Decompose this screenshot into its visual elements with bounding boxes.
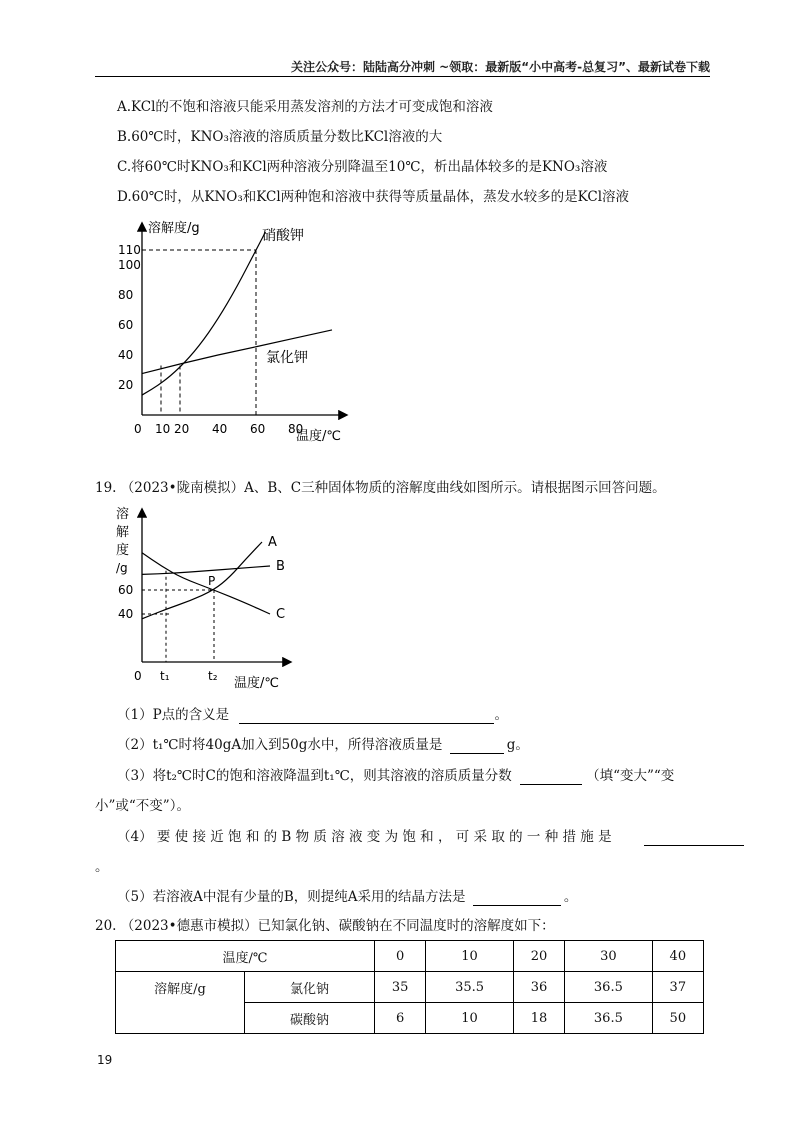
x-tick-label: 40 [212, 422, 228, 436]
y-tick-label: 80 [118, 288, 134, 302]
x-tick-label: 60 [250, 422, 266, 436]
table-row [116, 941, 704, 972]
table-header-cell: 10 [426, 941, 514, 972]
y-tick-label: 20 [118, 378, 134, 392]
answer-blank-2[interactable] [450, 739, 504, 754]
x-axis-label: 温度/℃ [234, 676, 279, 691]
table-header-cell: 40 [652, 941, 703, 972]
table-cell: 18 [513, 1003, 564, 1034]
option-b: B.60℃时，KNO₃溶液的溶质质量分数比KCl溶液的大 [117, 129, 443, 145]
y-label-char-1: 溶 [116, 507, 130, 522]
part-1-end: 。 [494, 707, 508, 723]
x-tick-label: t₁ [160, 669, 170, 683]
kcl-label: 氯化钾 [266, 350, 308, 366]
y-axis-label: 溶解度/g [148, 221, 200, 236]
y-tick-label: 40 [118, 348, 134, 362]
x-axis-label: 温度/℃ [296, 429, 341, 444]
option-c: C.将60℃时KNO₃和KCl两种溶液分别降温至10℃，析出晶体较多的是KNO₃溶液 [117, 159, 608, 175]
question-19-part-3 [117, 767, 674, 785]
kno3-curve [142, 232, 266, 395]
y-label-char-4: /g [116, 561, 128, 575]
answer-blank-1[interactable] [239, 709, 494, 724]
question-19-part-4-end: 。 [95, 859, 109, 875]
table-group-label: 溶解度/g [116, 972, 245, 1034]
x-tick-label: 20 [174, 422, 190, 436]
table-row [116, 972, 704, 1003]
part-5-text: （5）若溶液A中混有少量的B，则提纯A采用的结晶方法是 [117, 889, 466, 905]
table-header-cell: 30 [565, 941, 653, 972]
x-tick-label: 0 [134, 422, 142, 436]
part-4-text: （4） 要 使 接 近 饱 和 的 B 物 质 溶 液 变 为 饱 和 ， 可 采 取 的 一 种 措 施 是 [117, 829, 612, 845]
part-2-end: g。 [506, 737, 529, 753]
answer-blank-5[interactable] [473, 891, 561, 906]
page-number: 19 [97, 1053, 113, 1067]
question-19-part-3-cont: 小”或“不变”）。 [95, 798, 190, 814]
curve-label-A: A [268, 535, 277, 550]
part-5-end: 。 [563, 889, 578, 905]
question-19-stem: 19. （2023•陇南模拟）A、B、C三种固体物质的溶解度曲线如图所示。请根据图示回答问题。 [95, 480, 666, 496]
table-cell: 35.5 [426, 972, 514, 1003]
y-label-char-3: 度 [116, 543, 130, 558]
kno3-label: 硝酸钾 [262, 228, 304, 244]
origin-label: 0 [134, 669, 142, 683]
table-cell: 36 [513, 972, 564, 1003]
y-tick-label: 100 [118, 258, 141, 272]
header-divider [95, 76, 710, 77]
curve-A [142, 542, 262, 619]
table-row-label: 碳酸钠 [245, 1003, 375, 1034]
y-tick-label: 60 [118, 318, 134, 332]
table-cell: 36.5 [565, 1003, 653, 1034]
page-header: 关注公众号：陆陆高分冲刺 ~领取：最新版“小中高考-总复习”、最新试卷下载 [291, 60, 710, 74]
x-tick-label: t₂ [208, 669, 218, 683]
table-cell: 35 [375, 972, 426, 1003]
table-cell: 37 [652, 972, 703, 1003]
solubility-table [115, 940, 704, 1034]
y-label-char-2: 解 [116, 525, 130, 540]
solubility-chart-abc [110, 502, 300, 698]
part-3-text: （3）将t₂℃时C的饱和溶液降温到t₁℃，则其溶液的溶质质量分数 [117, 768, 512, 784]
curve-label-C: C [276, 607, 286, 622]
y-tick-label: 40 [118, 607, 134, 621]
table-cell: 36.5 [565, 972, 653, 1003]
table-cell: 50 [652, 1003, 703, 1034]
curve-C [142, 553, 270, 614]
table-row-label: 氯化钠 [245, 972, 375, 1003]
option-a: A.KCl的不饱和溶液只能采用蒸发溶剂的方法才可变成饱和溶液 [117, 99, 493, 115]
question-20-stem: 20. （2023•德惠市模拟）已知氯化钠、碳酸钠在不同温度时的溶解度如下： [95, 918, 555, 934]
question-19-part-2 [117, 736, 529, 754]
solubility-chart-kno3-kcl [110, 212, 360, 452]
table-header-cell: 20 [513, 941, 564, 972]
y-tick-label: 60 [118, 583, 134, 597]
question-19-part-4 [117, 828, 744, 846]
option-d: D.60℃时，从KNO₃和KCl两种饱和溶液中获得等质量晶体，蒸发水较多的是KCl溶液 [117, 189, 630, 205]
x-tick-label: 80 [288, 422, 304, 436]
curve-label-B: B [276, 559, 285, 574]
x-tick-label: 10 [155, 422, 171, 436]
point-p-label: P [208, 574, 216, 588]
part-2-text: （2）t₁℃时将40gA加入到50g水中，所得溶液质量是 [117, 737, 443, 753]
table-cell: 10 [426, 1003, 514, 1034]
table-header-cell: 温度/℃ [116, 941, 375, 972]
table-header-cell: 0 [375, 941, 426, 972]
answer-blank-3[interactable] [520, 770, 582, 785]
curve-B [142, 566, 270, 574]
table-cell: 6 [375, 1003, 426, 1034]
part-3-hint: （填“变大”“变 [586, 768, 675, 784]
part-1-text: （1）P点的含义是 [117, 707, 230, 723]
question-19-part-5 [117, 888, 577, 906]
question-19-part-1 [117, 706, 508, 724]
y-tick-label: 110 [118, 243, 141, 257]
answer-blank-4[interactable] [644, 831, 744, 846]
